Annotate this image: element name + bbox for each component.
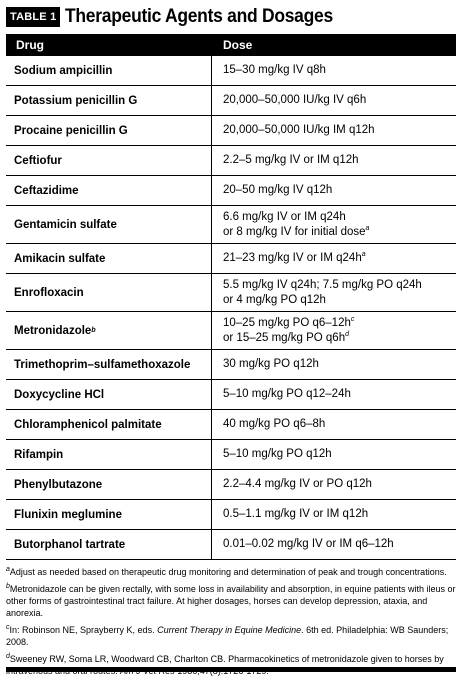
- dose-cell: [212, 56, 456, 85]
- dose-cell: [212, 206, 456, 243]
- dose-text: 20,000–50,000 IU/kg IV q6h: [223, 94, 367, 106]
- drug-cell: Metronidazole b: [6, 312, 212, 349]
- drug-name: Metronidazole: [14, 324, 92, 337]
- footnote-text: Metronidazole can be given rectally, with some loss in availability and absorption, in equine patients with ileus or other forms of gastrointestinal tract failure. At higher dosages, horses can develop depression, ataxia, and anorexia.: [6, 584, 456, 618]
- footnote-d: [6, 653, 456, 677]
- drug-cell: [6, 244, 212, 273]
- drug-name: Doxycycline HCl: [14, 388, 105, 401]
- footnote-text: Adjust as needed based on therapeutic drug monitoring and determination of peak and trough concentrations.: [9, 567, 447, 577]
- dose-cell: [212, 410, 456, 439]
- table-header-row: [6, 34, 456, 56]
- table-row: [6, 86, 456, 116]
- footnote-ref: a: [361, 251, 366, 259]
- drug-cell: [6, 530, 212, 559]
- dose-text: 10–25 mg/kg PO q6–12h: [223, 316, 351, 329]
- drug-cell: [6, 206, 212, 243]
- footnote-a: [6, 566, 456, 578]
- dose-line: [223, 183, 456, 198]
- dose-line: [223, 537, 456, 552]
- dose-text: 5.5 mg/kg IV q24h; 7.5 mg/kg PO q24h: [223, 278, 422, 291]
- dose-text: 5–10 mg/kg PO q12h: [223, 448, 332, 460]
- dose-line: [223, 357, 456, 372]
- drug-name: Flunixin meglumine: [14, 508, 122, 521]
- dose-line: [223, 417, 456, 432]
- dose-text: 30 mg/kg PO q12h: [223, 358, 319, 370]
- table-row: [6, 380, 456, 410]
- drug-cell: [6, 274, 212, 311]
- dose-line: [223, 63, 456, 78]
- drug-name: Rifampin: [14, 448, 64, 461]
- table-label-badge: TABLE 1: [6, 7, 60, 27]
- drug-cell: [6, 176, 212, 205]
- table-row: [6, 312, 456, 350]
- drug-cell: [6, 350, 212, 379]
- table-row: [6, 274, 456, 312]
- table-row: [6, 206, 456, 244]
- dose-text: 15–30 mg/kg IV q8h: [223, 64, 326, 76]
- footnote-mark: d: [6, 653, 10, 660]
- drug-name: Phenylbutazone: [14, 478, 103, 491]
- footnote-ref: a: [365, 224, 370, 232]
- drug-name: Ceftiofur: [14, 154, 62, 167]
- table-row: [6, 470, 456, 500]
- drug-name: Amikacin sulfate: [14, 252, 106, 265]
- drug-cell: [6, 146, 212, 175]
- dose-cell: [212, 116, 456, 145]
- footnote-mark: b: [6, 583, 10, 590]
- dose-line: [223, 331, 456, 346]
- dose-cell: [212, 380, 456, 409]
- footnote-text: In: Robinson NE, Sprayberry K, eds.: [9, 625, 158, 635]
- dose-text: 2.2–5 mg/kg IV or IM q12h: [223, 154, 359, 166]
- table-title: Therapeutic Agents and Dosages: [65, 6, 334, 27]
- drug-name: Potassium penicillin G: [14, 94, 138, 107]
- table-row: [6, 176, 456, 206]
- dose-cell: [212, 530, 456, 559]
- dose-text: 20–50 mg/kg IV q12h: [223, 184, 333, 196]
- table-row: [6, 244, 456, 274]
- dose-text: or 8 mg/kg IV for initial dose: [223, 225, 366, 238]
- dose-cell: [212, 146, 456, 175]
- drug-name: Sodium ampicillin: [14, 64, 113, 77]
- table-row: [6, 530, 456, 560]
- dose-text: 6.6 mg/kg IV or IM q24h: [223, 210, 346, 223]
- dose-line: [223, 477, 456, 492]
- dose-column-header: Dose: [223, 38, 253, 52]
- table-row: [6, 116, 456, 146]
- bottom-rule: [6, 667, 456, 672]
- dose-line: [223, 387, 456, 402]
- dose-line: [223, 507, 456, 522]
- drug-cell: [6, 86, 212, 115]
- dose-text: 20,000–50,000 IU/kg IM q12h: [223, 124, 375, 136]
- dose-text: or 4 mg/kg PO q12h: [223, 293, 326, 306]
- drug-name: Chloramphenicol palmitate: [14, 418, 162, 431]
- table-row: [6, 440, 456, 470]
- drug-cell: [6, 410, 212, 439]
- dose-line: [223, 225, 456, 240]
- footnote-c: [6, 624, 456, 648]
- dose-text: 40 mg/kg PO q6–8h: [223, 418, 326, 430]
- drug-column-header: Drug: [16, 38, 44, 52]
- dose-line: [223, 210, 456, 225]
- drug-cell: [6, 470, 212, 499]
- drug-name: Butorphanol tartrate: [14, 538, 126, 551]
- drug-cell: [6, 116, 212, 145]
- table-title-bar: [6, 6, 456, 28]
- table-row: [6, 146, 456, 176]
- dose-line: [223, 293, 456, 308]
- dose-text: 21–23 mg/kg IV or IM q24h: [223, 252, 362, 264]
- dose-cell: [212, 440, 456, 469]
- dose-cell: [212, 350, 456, 379]
- table-row: [6, 500, 456, 530]
- dose-line: [223, 447, 456, 462]
- footnote-b: [6, 583, 456, 619]
- footnote-ref: c: [350, 315, 355, 323]
- dose-cell: [212, 244, 456, 273]
- dose-line: [223, 153, 456, 168]
- footnote-text: Sweeney RW, Soma LR, Woodward CB, Charlton CB. Pharmacokinetics of metronidazole given to horses by: [9, 654, 444, 664]
- drug-cell: [6, 380, 212, 409]
- footnote-ref: d: [345, 330, 350, 338]
- table-row: [6, 350, 456, 380]
- table-row: [6, 56, 456, 86]
- footnotes: [6, 566, 456, 682]
- dose-line: [223, 123, 456, 138]
- dose-text: 0.01–0.02 mg/kg IV or IM q6–12h: [223, 538, 394, 550]
- drug-name: Gentamicin sulfate: [14, 218, 117, 231]
- footnote-mark: c: [6, 624, 10, 631]
- dose-cell: [212, 470, 456, 499]
- dose-cell: [212, 274, 456, 311]
- table-body: [6, 56, 456, 560]
- table-row: [6, 410, 456, 440]
- drug-cell: [6, 500, 212, 529]
- dose-cell: [212, 500, 456, 529]
- dose-line: [223, 93, 456, 108]
- footnote-text: . 6th ed. Philadelphia: WB Saunders; 2008.: [6, 625, 449, 647]
- dose-line: [223, 316, 456, 331]
- dose-cell: [212, 312, 456, 349]
- dose-text: 5–10 mg/kg PO q12–24h: [223, 388, 351, 400]
- footnote-mark: a: [6, 566, 10, 573]
- drug-cell: [6, 56, 212, 85]
- drug-name: Ceftazidime: [14, 184, 79, 197]
- dosage-table: [6, 34, 456, 560]
- drug-name: Procaine penicillin G: [14, 124, 128, 137]
- dose-text: or 15–25 mg/kg PO q6h: [223, 331, 346, 344]
- dose-text: 0.5–1.1 mg/kg IV or IM q12h: [223, 508, 369, 520]
- dose-text: 2.2–4.4 mg/kg IV or PO q12h: [223, 478, 372, 490]
- dose-line: [223, 278, 456, 293]
- drug-name: Enrofloxacin: [14, 286, 84, 299]
- dose-cell: [212, 86, 456, 115]
- drug-cell: [6, 440, 212, 469]
- footnote-book-title: Current Therapy in Equine Medicine: [157, 625, 302, 635]
- drug-name: Trimethoprim–sulfamethoxazole: [14, 358, 191, 371]
- dose-cell: [212, 176, 456, 205]
- dose-line: [223, 251, 456, 266]
